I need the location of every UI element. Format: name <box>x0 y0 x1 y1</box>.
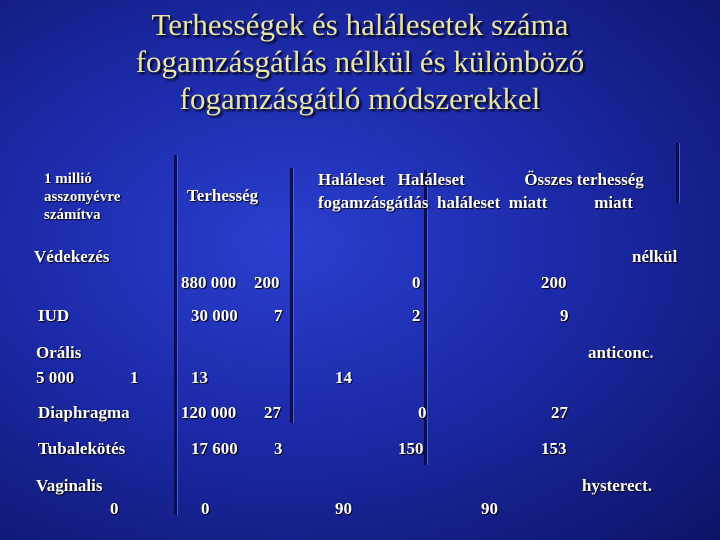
slide-title <box>0 6 720 117</box>
row-iud-deaths-contraception: 7 <box>274 306 283 325</box>
row-vaginalis-label: Vaginalis <box>36 476 103 495</box>
pregnancy-header: Terhesség <box>187 186 259 205</box>
row-oralis-pregnancy: 5 000 <box>36 368 75 387</box>
row-vaginalis-note: hysterect. <box>582 476 653 495</box>
row-iud-label: IUD <box>38 306 70 325</box>
row-iud-total: 9 <box>560 306 569 325</box>
per-million-line-2: asszonyévre <box>44 189 121 205</box>
row-tubalekotes-label: Tubalekötés <box>38 439 126 458</box>
row-diaphragma-total: 27 <box>551 403 568 422</box>
row-diaphragma-pregnancy: 120 000 <box>181 403 237 422</box>
divider-middle <box>290 168 293 423</box>
row-vedekezes-label: Védekezés <box>34 247 110 266</box>
row-tubalekotes-pregnancy: 17 600 <box>191 439 238 458</box>
per-million-header <box>44 170 120 224</box>
title-line-1: Terhességek és halálesetek száma <box>151 7 569 42</box>
row-oralis-label: Orális <box>36 343 82 362</box>
per-million-line-1: 1 millió <box>44 171 92 187</box>
divider-left <box>174 155 177 515</box>
row-vedekezes-total: 200 <box>541 273 567 292</box>
row-vaginalis-deaths-contraception: 0 <box>201 499 210 518</box>
row-vedekezes-pregnancy: 880 000 <box>181 273 237 292</box>
row-vedekezes-deaths-contraception: 200 <box>254 273 280 292</box>
row-tubalekotes-total: 153 <box>541 439 567 458</box>
row-vaginalis-pregnancy: 0 <box>110 499 119 518</box>
title-line-2: fogamzásgátlás nélkül és különböző <box>135 44 585 79</box>
row-oralis-deaths-pregnancy: 13 <box>191 368 208 387</box>
row-oralis-note: anticonc. <box>588 343 654 362</box>
per-million-line-3: számítva <box>44 207 101 223</box>
row-diaphragma-deaths-pregnancy: 0 <box>418 403 427 422</box>
row-iud-deaths-pregnancy: 2 <box>412 306 421 325</box>
row-tubalekotes-deaths-contraception: 3 <box>274 439 283 458</box>
divider-right <box>676 143 679 203</box>
row-diaphragma-deaths-contraception: 27 <box>264 403 281 422</box>
column-headers-line-2: fogamzásgátlás haláleset miatt miatt <box>318 193 633 212</box>
row-tubalekotes-deaths-pregnancy: 150 <box>398 439 424 458</box>
row-diaphragma-label: Diaphragma <box>38 403 130 422</box>
column-headers-line-1: Haláleset Haláleset Összes terhesség <box>318 170 644 189</box>
row-vedekezes-note: nélkül <box>632 247 678 266</box>
title-line-3: fogamzásgátló módszerekkel <box>179 81 541 116</box>
row-oralis-total: 14 <box>335 368 352 387</box>
row-iud-pregnancy: 30 000 <box>191 306 238 325</box>
row-vaginalis-total: 90 <box>481 499 498 518</box>
row-oralis-deaths-contraception: 1 <box>130 368 139 387</box>
row-vaginalis-deaths-pregnancy: 90 <box>335 499 352 518</box>
row-vedekezes-deaths-pregnancy: 0 <box>412 273 421 292</box>
